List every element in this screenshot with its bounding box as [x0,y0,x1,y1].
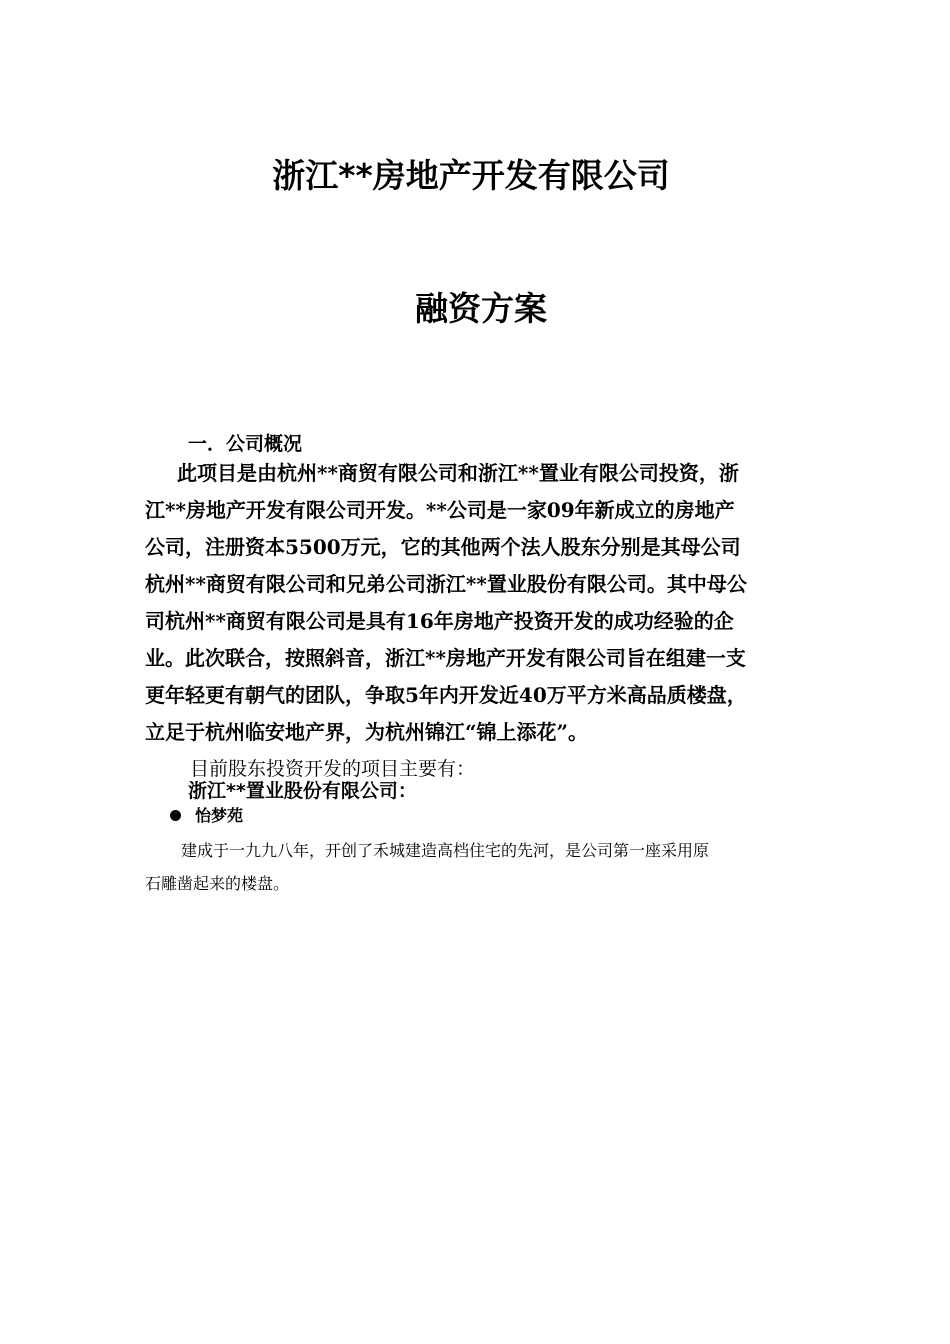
overview-line: 公司，注册资本5500万元，它的其他两个法人股东分别是其母公司 [145,535,741,559]
project-list-item [170,805,243,827]
overview-paragraph [145,455,825,751]
document-title: 浙江**房地产开发有限公司 [272,156,670,195]
project-name: 怡梦苑 [195,806,244,825]
description-line: 建成于一九九八年，开创了禾城建造高档住宅的先河，是公司第一座采用原 [181,841,710,860]
overview-line: 业。此次联合，按照斜音，浙江**房地产开发有限公司旨在组建一支 [145,646,746,670]
overview-line: 司杭州**商贸有限公司是具有16年房地产投资开发的成功经验的企 [145,609,734,633]
document-subtitle: 融资方案 [415,289,547,328]
description-line: 石雕凿起来的楼盘。 [145,874,290,893]
company-name: 浙江**置业股份有限公司： [188,780,417,802]
project-description [145,834,825,900]
section-heading: 一．公司概况 [188,433,303,455]
overview-line: 江**房地产开发有限公司开发。**公司是一家09年新成立的房地产 [145,498,735,522]
overview-line: 此项目是由杭州**商贸有限公司和浙江**置业有限公司投资，浙 [177,461,739,485]
overview-line: 立足于杭州临安地产界，为杭州锦江“锦上添花”。 [145,720,589,744]
bullet-icon [170,810,181,821]
projects-intro: 目前股东投资开发的项目主要有： [190,758,476,780]
overview-line: 杭州**商贸有限公司和兄弟公司浙江**置业股份有限公司。其中母公 [145,572,747,596]
overview-line: 更年轻更有朝气的团队，争取5年内开发近40万平方米高品质楼盘， [145,683,747,707]
